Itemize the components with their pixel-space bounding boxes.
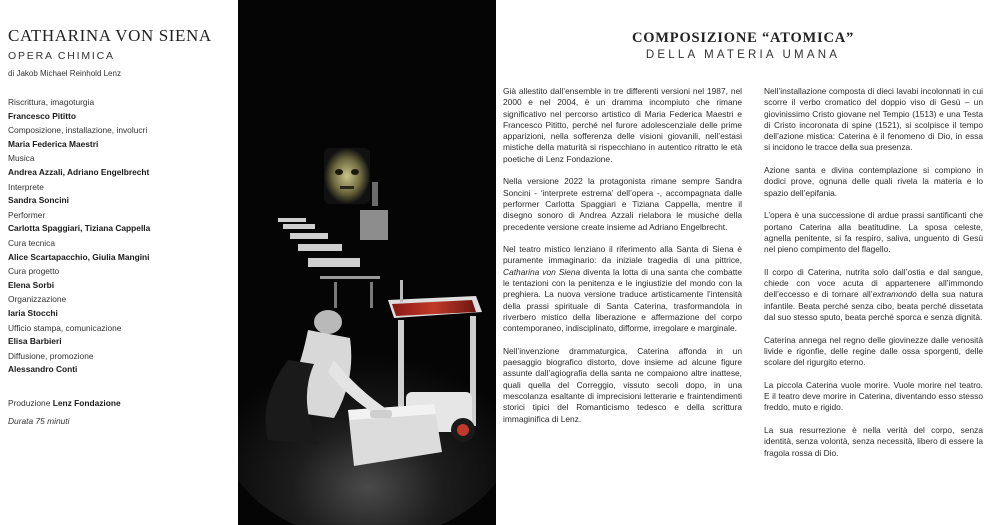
paragraph-text: Nel teatro mistico lenziano il riferimento alla Santa di Siena è puramente immaginario: da iniziale tragedia di una pittrice, [503,244,742,266]
credit-role: Riscrittura, imagoturgia [8,97,95,107]
article-column-left [503,86,742,436]
credit-names: Maria Federica Maestri [8,138,99,149]
credit-entry [8,293,238,319]
stage-photo-illustration [238,0,496,525]
credit-role: Ufficio stampa, comunicazione [8,322,122,333]
credit-entry [8,209,238,235]
article-paragraph [503,244,742,334]
credit-entry [8,237,238,263]
credit-names: Iaria Stocchi [8,307,58,318]
show-subtitle: OPERA CHIMICA [8,50,115,62]
italic-term: extramondo [872,289,917,300]
article-paragraph: Caterina annega nel regno delle giovinezze dalle venosità livide e rigonfie, delle regine dalle ossa sporgenti, delle scolare del rigurgito eterno. [764,334,983,368]
paragraph-text: diventa la lotta di una santa che combatte le tentazioni con la penitenza e le ingiustizie del mondo con la preghiera. La nuova versione traduce artisticamente l’intensità della prassi spirituale di Santa Caterina, trasformandola in riverbero mistico della liberazione e affermazione del corpo contemporaneo, indisciplinato, difforme, irregolare e marginale. [503,266,743,334]
credits-list [8,96,238,376]
credit-entry [8,124,238,150]
credits-column [0,0,238,525]
article-subtitle: DELLA MATERIA UMANA [645,49,841,61]
credit-role: Diffusione, promozione [8,350,94,361]
credit-entry [8,265,238,291]
credit-entry [8,96,238,122]
projected-face-icon [324,148,378,206]
duration-note: Durata 75 minuti [8,415,70,426]
credit-names: Elisa Barbieri [8,336,62,347]
work-title-italic: Catharina von Siena [503,266,581,277]
production-name: Lenz Fondazione [52,397,121,408]
credit-entry [8,350,238,376]
article-paragraph: Azione santa e divina contemplazione si compiono in dodici prove, ognuna delle quali rivela la materia e lo spazio dell’epifania. [764,165,983,198]
credit-names: Alice Scartapacchio, Giulia Mangini [8,251,150,262]
article-paragraph: Nell’installazione composta di dieci lavabi incolonnati in cui scorre il verbo cromatico del doppio viso di Gesù – un giovinissimo Cristo giovane nel Tempio (1513) e una Testa di Cristo incoronata di spine (1521), si scolpisce il tempo dell’azione mistica: Caterina è il fenomeno di Dio, in essa si incidono le tracce della sua presenza. [764,86,983,153]
paragraph-text: della sua natura infantile. Beata perché senza cibo, beata perché dissetata dal suo stesso sputo, beata perché sporca e senza dignità. [764,289,983,322]
credit-role: Performer [8,209,46,220]
credit-role: Cura tecnica [8,237,56,248]
credit-names: Sandra Soncini [8,195,69,206]
stage-photo [238,0,496,525]
credit-entry [8,181,238,207]
show-author: di Jakob Michael Reinhold Lenz [8,69,121,78]
credit-names: Andrea Azzali, Adriano Engelbrecht [8,166,150,177]
article-paragraph: L’opera è una successione di ardue prassi santificanti che portano Caterina alla beatitudine. La sposa celeste, agnella penitente, si fa respiro, saliva, unguento di Gesù nel pieno compimento del flagello. [764,210,983,255]
credit-names: Carlotta Spaggiari, Tiziana Cappella [8,223,151,234]
credit-role: Interprete [8,181,44,192]
credit-names: Alessandro Conti [8,364,78,375]
article-column-right [764,86,983,470]
credit-role: Composizione, installazione, involucri [8,125,148,136]
article-paragraph: Nell’invenzione drammaturgica, Caterina affonda in un paesaggio biografico distorto, dove insieme ad alcune figure assunte dall’agiografia della santa ne compaiono altre inattese, quali quella del Correggio, vissuto secoli dopo, in una mescolanza esaltante di imprecisioni letterarie e fraintendimenti storici tipici del Romanticismo tedesco e della scrittura immaginifica di Lenz. [503,345,742,424]
credit-role: Cura progetto [8,266,60,277]
article-paragraph: Già allestito dall’ensemble in tre differenti versioni nel 1987, nel 2000 e nel 2004, è un dramma incompiuto che rimane significativo nel percorso artistico di Maria Federica Maestri e Francesco Pititto, perché nel furore adolescenziale delle prime apparizioni, nella sofferenza delle visioni giovanili, nell’estasi mistiche della maturità si rispecchiano in autentico ritratto le età poetiche di Lenz Fondazione. [503,86,742,164]
article-paragraph: Nella versione 2022 la protagonista rimane sempre Sandra Soncini - ‘interprete estrema’ dell’opera -, accompagnata dalle performer Carlotta Spaggiari e Tiziana Cappella, mentre il disegno sonoro di Andrea Azzali rielabora le musiche della precedente versione create insieme ad Adriano Engelbrecht. [503,176,742,232]
article-paragraph: La sua resurrezione è nella verità del corpo, senza identità, senza volontà, senza necessità, libero di essere la fragola rossa di Dio. [764,424,983,458]
credit-names: Elena Sorbi [8,279,55,290]
article [496,0,990,525]
credit-entry [8,152,238,178]
credit-role: Organizzazione [8,294,67,305]
credit-names: Francesco Pititto [8,110,76,121]
article-paragraph [764,267,983,323]
production-line [8,397,238,409]
article-paragraph: La piccola Caterina vuole morire. Vuole morire nel teatro. E il teatro deve morire in Caterina, diventando esso stesso freddo, muto e rigido. [764,379,983,413]
credit-role: Musica [8,153,35,164]
paragraph-text: Il corpo di Caterina, nutrita solo dall’ostia e dal sangue, chiede con voce acuta di appartenere all’immondo dell’eccesso e di tornare all’ [764,266,983,300]
production-label: Produzione [8,397,51,408]
article-title: COMPOSIZIONE “ATOMICA” [631,30,855,46]
show-title: CATHARINA VON SIENA [8,26,212,45]
credit-entry [8,322,238,348]
